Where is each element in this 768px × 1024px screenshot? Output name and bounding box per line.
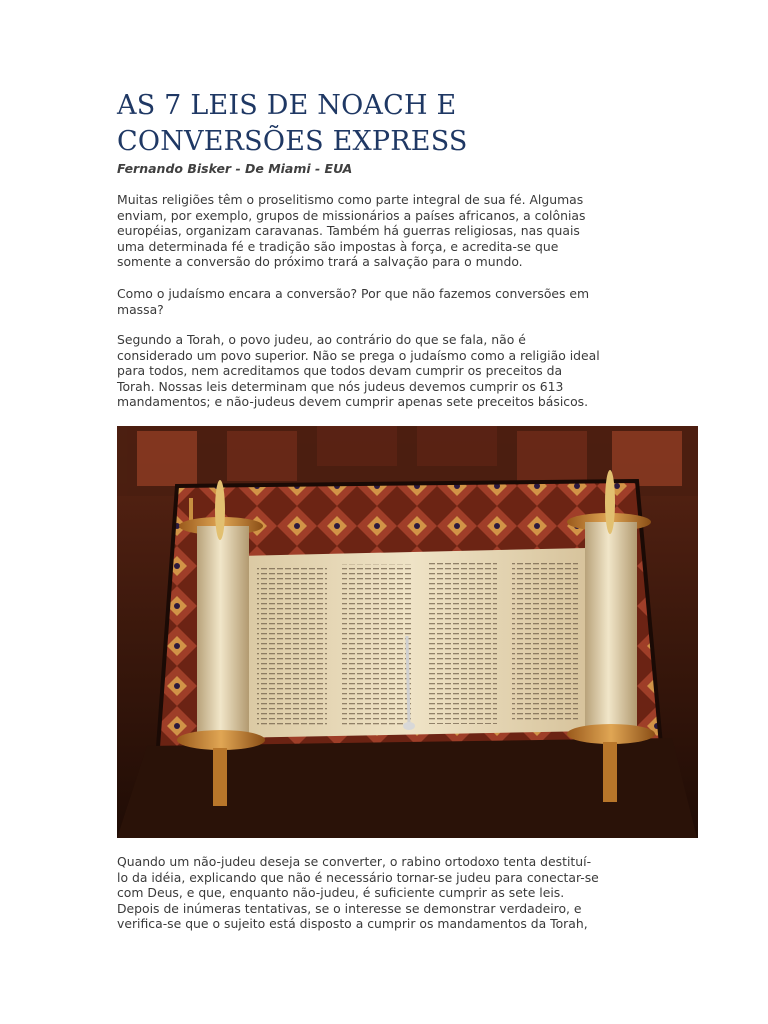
paragraph-line: Quando um não-judeu deseja se converter, o rabino ortodoxo tenta destituí- bbox=[117, 854, 592, 869]
paragraph-1 bbox=[117, 192, 677, 270]
paragraph-line: com Deus, e que, enquanto não-judeu, é suficiente cumprir as sete leis. bbox=[117, 885, 565, 900]
paragraph-3 bbox=[117, 332, 677, 410]
paragraph-line: Como o judaísmo encara a conversão? Por que não fazemos conversões em bbox=[117, 286, 590, 301]
torah-scroll-illustration bbox=[117, 426, 698, 838]
paragraph-line: européias, organizam caravanas. Também há guerras religiosas, nas quais bbox=[117, 223, 580, 238]
paragraph-line: somente a conversão do próximo trará a salvação para o mundo. bbox=[117, 254, 523, 269]
paragraph-4 bbox=[117, 854, 677, 932]
paragraph-line: enviam, por exemplo, grupos de missionários a países africanos, a colônias bbox=[117, 207, 586, 223]
paragraph-line: considerado um povo superior. Não se prega o judaísmo como a religião ideal bbox=[117, 347, 600, 363]
paragraph-line: Segundo a Torah, o povo judeu, ao contrário do que se fala, não é bbox=[117, 332, 526, 347]
paragraph-line: Muitas religiões têm o proselitismo como parte integral de sua fé. Algumas bbox=[117, 192, 584, 207]
paragraph-line: mandamentos; e não-judeus devem cumprir apenas sete preceitos básicos. bbox=[117, 394, 589, 409]
article-byline: Fernando Bisker - De Miami - EUA bbox=[117, 161, 353, 176]
paragraph-2 bbox=[117, 286, 677, 317]
paragraph-line: uma determinada fé e tradição são impostas à força, e acredita-se que bbox=[117, 238, 559, 254]
paragraph-line: massa? bbox=[117, 301, 164, 317]
title-line-1: AS 7 LEIS DE NOACH E bbox=[117, 90, 457, 121]
paragraph-line: Torah. Nossas leis determinam que nós judeus devemos cumprir os 613 bbox=[117, 378, 564, 394]
paragraph-line: lo da idéia, explicando que não é necessário tornar-se judeu para conectar-se bbox=[117, 869, 599, 885]
torah-scroll-image bbox=[117, 426, 698, 838]
paragraph-line: verifica-se que o sujeito está disposto a cumprir os mandamentos da Torah, bbox=[117, 916, 588, 931]
article-title bbox=[117, 88, 677, 160]
title-line-2: CONVERSÕES EXPRESS bbox=[117, 126, 468, 157]
paragraph-line: Depois de inúmeras tentativas, se o interesse se demonstrar verdadeiro, e bbox=[117, 900, 582, 916]
paragraph-line: para todos, nem acreditamos que todos devam cumprir os preceitos da bbox=[117, 363, 563, 378]
